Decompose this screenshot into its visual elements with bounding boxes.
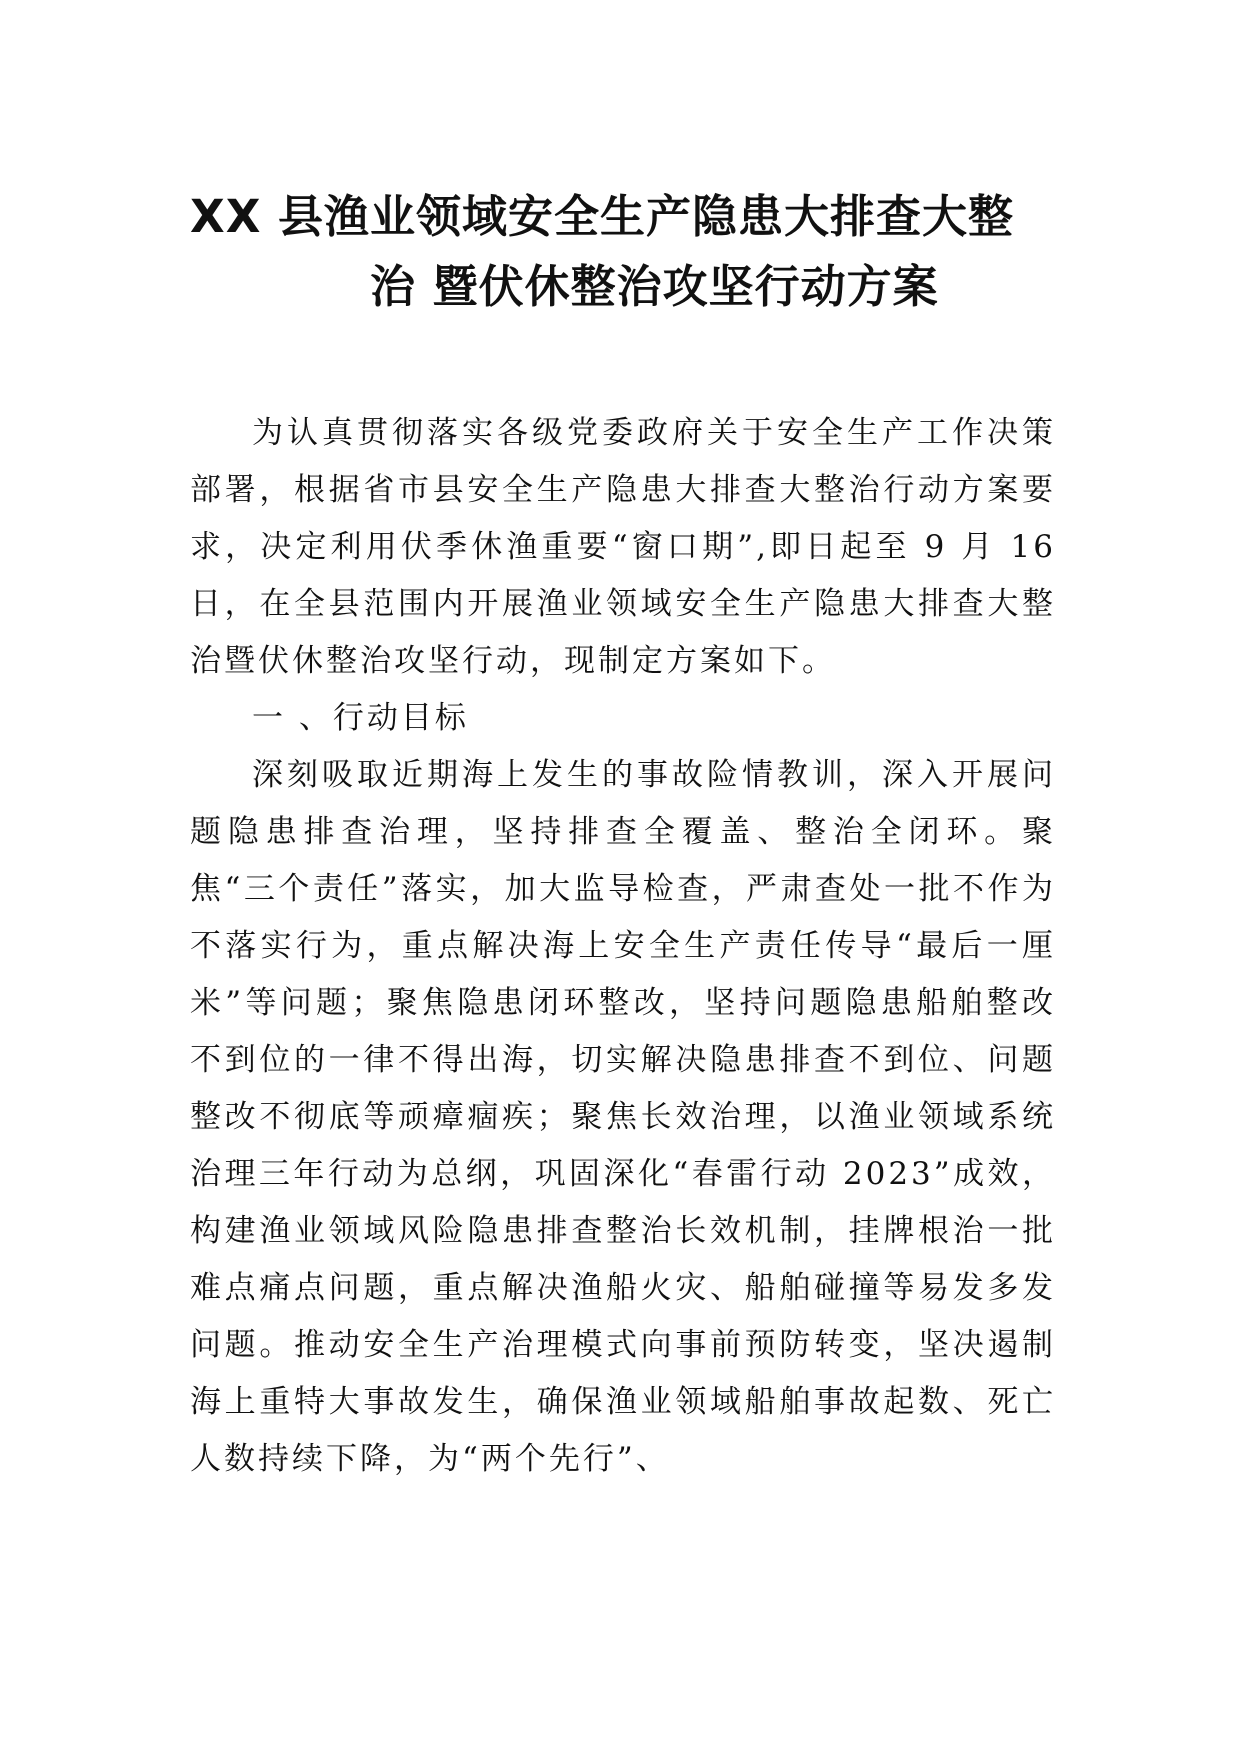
title-line-2: 治 暨伏休整治攻坚行动方案 xyxy=(370,260,939,313)
document-title xyxy=(190,182,1050,322)
section-heading-action-goal: 一 、行动目标 xyxy=(252,700,469,736)
title-line-1: XX 县渔业领域安全生产隐患大排查大整 xyxy=(190,190,1015,243)
document-body xyxy=(190,405,1056,1488)
paragraph-action-goal: 深刻吸取近期海上发生的事故险情教训，深入开展问题隐患排查治理，坚持排查全覆盖、整治全闭环。聚焦“三个责任”落实，加大监导检查，严肃查处一批不作为不落实行为，重点解决海上安全生产责任传导“最后一厘米”等问题；聚焦隐患闭环整改，坚持问题隐患船舶整改不到位的一律不得出海，切实解决隐患排查不到位、问题整改不彻底等顽瘴痼疾；聚焦长效治理，以渔业领域系统治理三年行动为总纲，巩固深化“春雷行动 2023”成效，构建渔业领域风险隐患排查整治长效机制，挂牌根治一批难点痛点问题，重点解决渔船火灾、船舶碰撞等易发多发问题。推动安全生产治理模式向事前预防转变，坚决遏制海上重特大事故发生，确保渔业领域船舶事故起数、死亡人数持续下降，为“两个先行”、 xyxy=(190,757,1056,1477)
paragraph-intro: 为认真贯彻落实各级党委政府关于安全生产工作决策部署，根据省市县安全生产隐患大排查大整治行动方案要求，决定利用伏季休渔重要“窗口期”,即日起至 9 月 16 日，在全县范围内开展渔业领域安全生产隐患大排查大整治暨伏休整治攻坚行动，现制定方案如下。 xyxy=(190,415,1056,679)
